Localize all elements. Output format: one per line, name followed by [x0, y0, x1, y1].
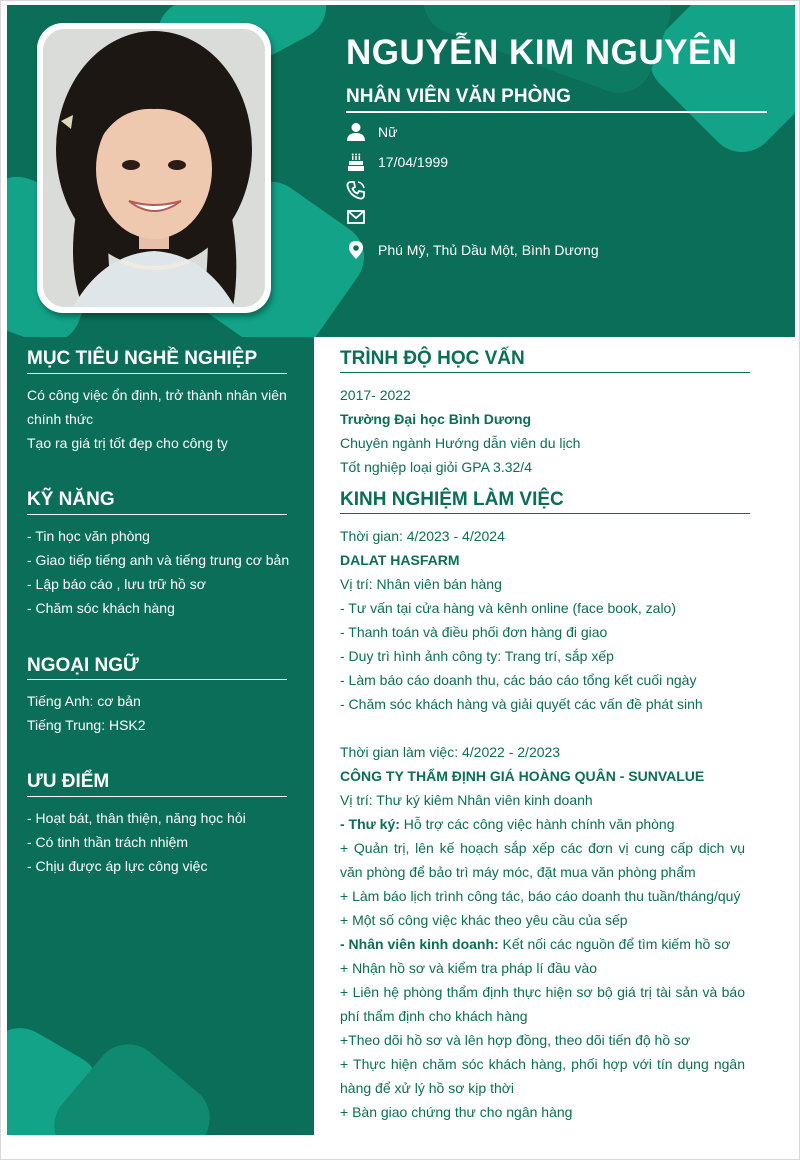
skills-title: KỸ NĂNG — [27, 489, 115, 510]
education-title: TRÌNH ĐỘ HỌC VẤN — [340, 348, 525, 369]
contact-gender — [346, 121, 397, 143]
education-school: Trường Đại học Bình Dương — [340, 411, 532, 427]
job-duty: - Chăm sóc khách hàng và giải quyết các vấn đề phát sinh — [340, 696, 703, 712]
address-text: Phú Mỹ, Thủ Dầu Một, Bình Dương — [378, 242, 599, 258]
job-duty: + Nhận hồ sơ và kiểm tra pháp lí đầu vào — [340, 960, 598, 976]
experience-title: KINH NGHIỆM LÀM VIỆC — [340, 489, 564, 510]
education-result: Tốt nghiệp loại giỏi GPA 3.32/4 — [340, 459, 532, 475]
phone-icon — [346, 180, 366, 200]
birthday-cake-icon — [346, 152, 366, 172]
email-icon — [346, 207, 366, 227]
birthday-text: 17/04/1999 — [378, 154, 449, 170]
strength-item: - Có tinh thần trách nhiệm — [27, 834, 189, 850]
strength-item: - Chịu được áp lực công việc — [27, 858, 208, 874]
divider — [340, 372, 750, 373]
job-duty: +Theo dõi hồ sơ và lên hợp đồng, theo dõi tiến độ hồ sơ — [340, 1032, 691, 1048]
objective-title: MỤC TIÊU NGHỀ NGHIỆP — [27, 348, 258, 369]
job-duty: + Làm báo lịch trình công tác, báo cáo doanh thu tuần/tháng/quý — [340, 888, 741, 904]
language-item: Tiếng Anh: cơ bản — [27, 693, 141, 709]
education-major: Chuyên ngành Hướng dẫn viên du lịch — [340, 435, 581, 451]
objective-line: Có công việc ổn định, trở thành nhân viên chính thức — [27, 387, 287, 427]
full-name: NGUYỄN KIM NGUYÊN — [346, 33, 738, 72]
secretary-role — [340, 812, 745, 836]
language-item: Tiếng Trung: HSK2 — [27, 717, 146, 733]
objective-line: Tạo ra giá trị tốt đẹp cho công ty — [27, 435, 228, 451]
strengths-title: ƯU ĐIỂM — [27, 771, 110, 792]
profile-photo — [43, 29, 265, 307]
secretary-text: Hỗ trợ các công việc hành chính văn phòng — [399, 816, 675, 832]
divider — [27, 796, 287, 797]
divider — [340, 513, 750, 514]
job-duty: - Làm báo cáo doanh thu, các báo cáo tổng kết cuối ngày — [340, 672, 697, 688]
education-period: 2017- 2022 — [340, 387, 411, 403]
job-company: DALAT HASFARM — [340, 552, 460, 568]
contact-birthday — [346, 151, 448, 173]
skill-item: - Giao tiếp tiếng anh và tiếng trung cơ bản — [27, 552, 290, 568]
job-duty: - Duy trì hình ảnh công ty: Trang trí, sắp xếp — [340, 648, 614, 664]
portrait-illustration — [43, 29, 265, 307]
divider — [27, 679, 287, 680]
job-duty: + Một số công việc khác theo yêu cầu của sếp — [340, 912, 628, 928]
job-position: Vị trí: Nhân viên bán hàng — [340, 576, 502, 592]
job-duty: + Liên hệ phòng thẩm định thực hiện sơ bộ giá trị tài sản và báo phí thẩm định cho khách hàng — [340, 984, 745, 1024]
sales-role — [340, 932, 745, 956]
skill-item: - Tin học văn phòng — [27, 528, 150, 544]
divider — [27, 373, 287, 374]
job-duty: + Thực hiện chăm sóc khách hàng, phối hợp với tín dụng ngân hàng để xử lý hồ sơ kịp thời — [340, 1056, 745, 1096]
strength-item: - Hoạt bát, thân thiện, năng học hỏi — [27, 810, 246, 826]
languages-title: NGOẠI NGỮ — [27, 655, 139, 676]
divider — [346, 111, 767, 113]
job-period: Thời gian làm việc: 4/2022 - 2/2023 — [340, 744, 561, 760]
job-title: NHÂN VIÊN VĂN PHÒNG — [346, 86, 571, 107]
job-duty: - Tư vấn tại cửa hàng và kênh online (face book, zalo) — [340, 600, 677, 616]
secretary-label: - Thư ký: — [340, 816, 400, 832]
gender-text: Nữ — [378, 124, 398, 140]
skill-item: - Chăm sóc khách hàng — [27, 600, 175, 616]
contact-phone — [346, 179, 378, 201]
divider — [27, 514, 287, 515]
sales-label: - Nhân viên kinh doanh: — [340, 936, 499, 952]
job-duty: + Bàn giao chứng thư cho ngân hàng — [340, 1104, 573, 1120]
skill-item: - Lập báo cáo , lưu trữ hồ sơ — [27, 576, 206, 592]
job-position: Vị trí: Thư ký kiêm Nhân viên kinh doanh — [340, 792, 593, 808]
profile-photo-frame — [37, 23, 271, 313]
sales-text: Kết nối các nguồn để tìm kiếm hồ sơ — [498, 936, 731, 952]
contact-address — [346, 239, 599, 261]
job-period: Thời gian: 4/2023 - 4/2024 — [340, 528, 505, 544]
location-pin-icon — [346, 240, 366, 260]
contact-email — [346, 206, 378, 228]
job-duty: - Thanh toán và điều phối đơn hàng đi giao — [340, 624, 608, 640]
person-icon — [346, 122, 366, 142]
job-duty: + Quản trị, lên kế hoạch sắp xếp các đơn vị cung cấp dịch vụ văn phòng để bảo trì máy móc, đặt mua văn phòng phẩm — [340, 840, 745, 880]
job-company: CÔNG TY THẨM ĐỊNH GIÁ HOÀNG QUÂN - SUNVALUE — [340, 768, 705, 784]
